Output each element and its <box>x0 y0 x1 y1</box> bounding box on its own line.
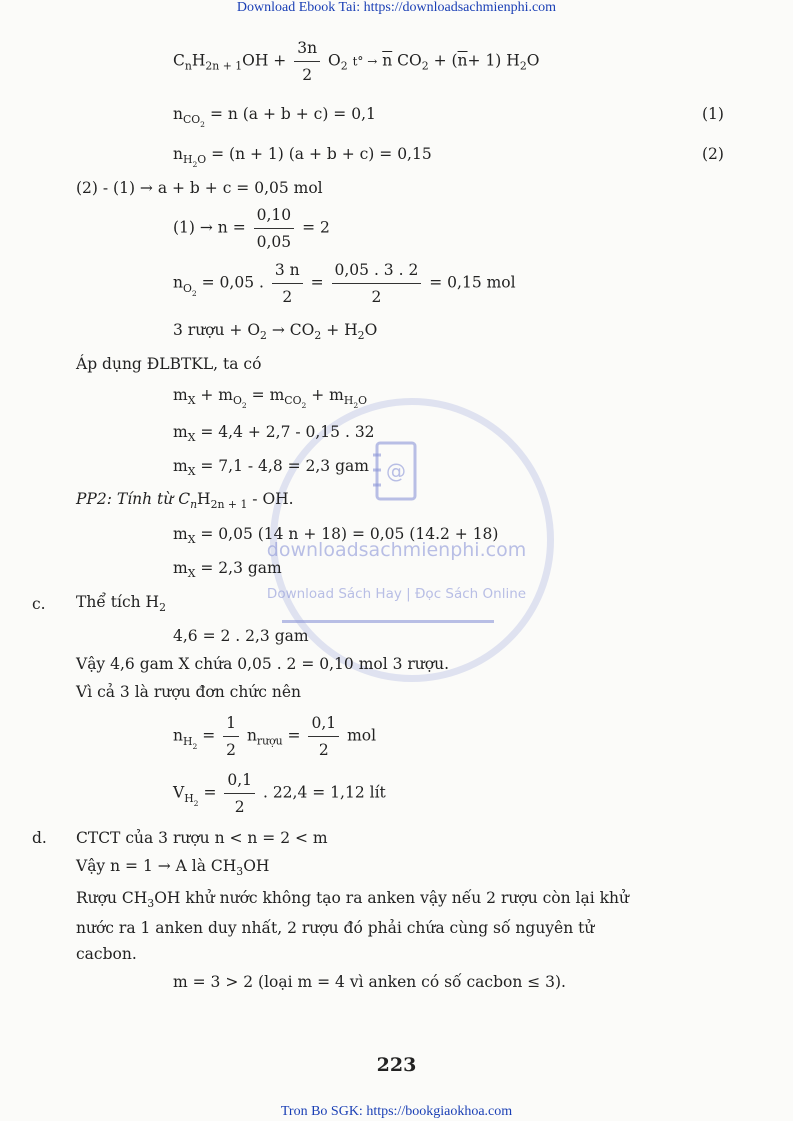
section-d-title: CTCT của 3 rượu n < n = 2 < m <box>76 829 328 847</box>
equation-16: $V_{H_2}$ = $\frac{0,1}{2}$ . 22,4 = 1,12 lít <box>173 771 386 816</box>
paragraph-line-2: nước ra 1 anken duy nhất, 2 rượu đó phải chứa cùng số nguyên tử <box>76 919 595 937</box>
equation-4: (1) → n = $\frac{0,10}{0,05}$ = 2 <box>173 206 330 251</box>
equation-7: $m_X + m_{O_2} = m_{CO_2} + m_{H_2O}$ <box>173 386 368 410</box>
page-number: 223 <box>376 1054 417 1076</box>
equation-tag-2: (2) <box>702 145 724 163</box>
section-c-label: c. <box>32 595 46 613</box>
equation-3: (2) - (1) → a + b + c = 0,05 mol <box>76 179 323 197</box>
equation-5: $n_{O_2} = 0,05$ . $\frac{3 n}{2}$ = $\frac{0,05 . 3 . 2}{2}$ = 0,15 mol <box>173 261 516 306</box>
equation-9: $m_X = 7,1 - 4,8 = 2,3$ gam <box>173 457 369 478</box>
equation-8: $m_X = 4,4 + 2,7 - 0,15$ . 32 <box>173 423 375 444</box>
equation-18: m = 3 > 2 (loại m = 4 vì anken có số cacbon ≤ 3). <box>173 973 566 991</box>
watermark-tagline: Download Sách Hay | Đọc Sách Online <box>266 586 527 602</box>
watermark-bar <box>282 620 494 623</box>
equation-2: $n_{H_2O} = (n + 1) (a + b + c) = 0,15$ <box>173 145 432 169</box>
equation-1: $n_{CO_2} = n$ (a + b + c) = 0,1 <box>173 105 376 129</box>
text-line-13: Vậy 4,6 gam X chứa 0,05 . 2 = 0,10 mol 3 rượu. <box>76 655 450 673</box>
method-2-heading: PP2: Tính từ $C_nH_{2n + 1}$ - OH. <box>76 490 294 511</box>
equation-tag-1: (1) <box>702 105 724 123</box>
reaction-equation: $C_nH_{2n + 1}OH$ + $\frac{3n}{2}$ $O_2$ $t^\circ \to \overline{n}$ $CO_2 + (\overline{n}+ 1)$ $H_2O$ <box>173 39 540 84</box>
paragraph-line-1: Rượu $CH_3OH$ khử nước không tạo ra anken vậy nếu 2 rượu còn lại khử <box>76 889 629 910</box>
paragraph-line-3: cacbon. <box>76 945 137 963</box>
watermark-site: downloadsachmienphi.com <box>266 539 527 561</box>
svg-text:@: @ <box>386 459 406 483</box>
apply-text: Áp dụng ĐLBTKL, ta có <box>76 355 262 373</box>
footer-link[interactable]: Tron Bo SGK: https://bookgiaokhoa.com <box>280 1104 513 1119</box>
equation-6: 3 rượu + $O_2 \to CO_2 + H_2O$ <box>173 321 378 342</box>
equation-15: $n_{H_2}$ = $\frac{1}{2}$ $n_{rượu}$ = $\frac{0,1}{2}$ mol <box>173 714 377 759</box>
text-line-17: Vậy n = 1 → A là $CH_3OH$ <box>76 857 270 878</box>
equation-11: $m_X = 2,3$ gam <box>173 559 282 580</box>
notebook-icon <box>371 440 421 502</box>
text-line-14: Vì cả 3 là rượu đơn chức nên <box>76 683 302 701</box>
equation-12: 4,6 = 2 . 2,3 gam <box>173 627 309 645</box>
equation-10: $m_X = 0,05$ (14 n + 18) = 0,05 (14.2 + 18) <box>173 525 499 546</box>
header-link[interactable]: Download Ebook Tai: https://downloadsachmienphi.com <box>236 0 557 15</box>
section-c-title: Thể tích $H_2$ <box>76 593 166 614</box>
section-d-label: d. <box>32 829 47 847</box>
